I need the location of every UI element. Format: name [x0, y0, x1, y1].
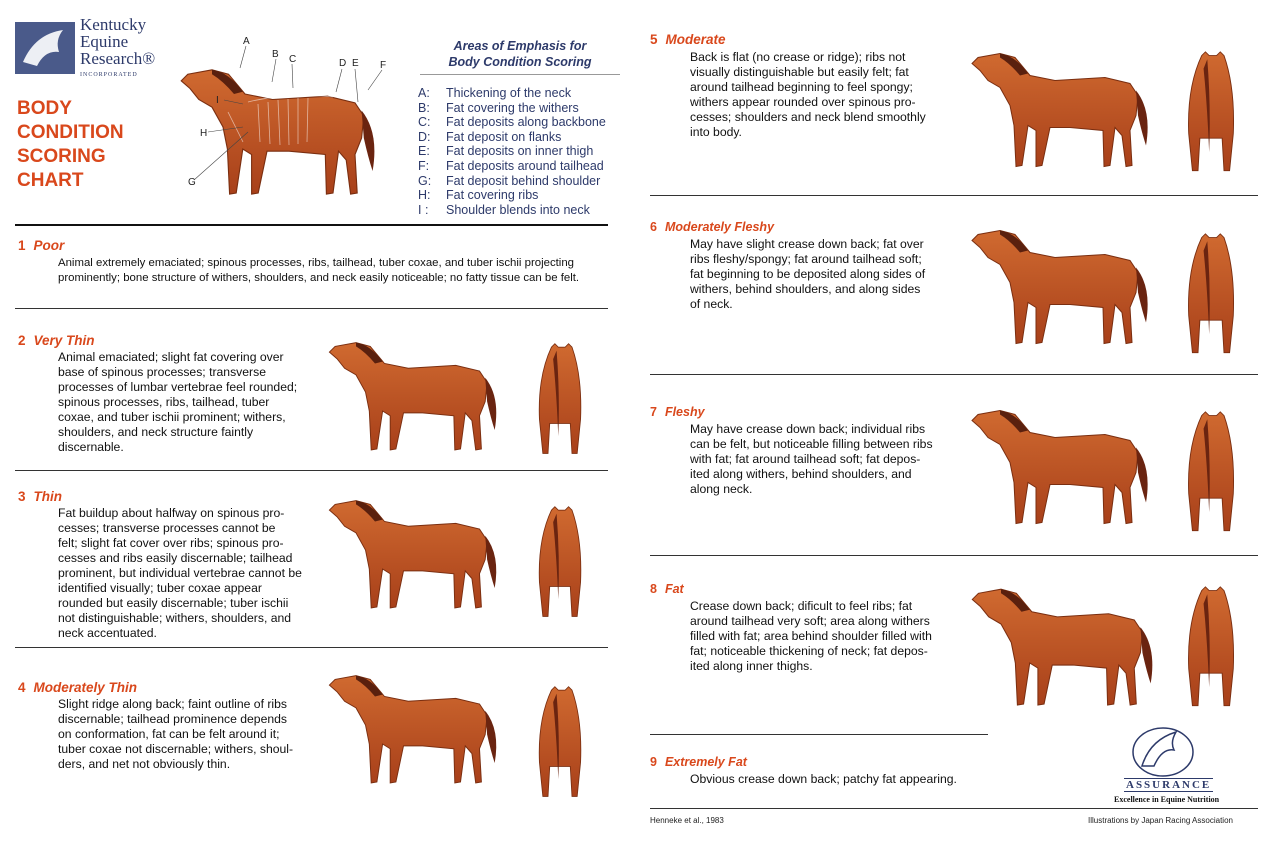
condition-number: 1 [18, 238, 26, 253]
horse-head-logo-icon [15, 22, 75, 74]
assurance-horse-logo-icon [1128, 722, 1198, 777]
section-divider [15, 224, 608, 226]
condition-2-description: Animal emaciated; slight fat covering over base of spinous processes; transverse processes of lumbar vertebrae feel rounded; spinous processes, ribs, tailhead, tuber coxae, and tuber ischii prominent; withers, shoulders, and neck structure faintly discernable. [58, 350, 298, 454]
condition-1-heading [18, 238, 64, 253]
condition-5-description: Back is flat (no crease or ridge); ribs not visually distinguishable but easily felt; fat around tailhead beginning to feel spongy; withers appear rounded over spinous pro- cesses; shoulders and neck blend smoothly into body. [690, 50, 926, 139]
area-item: F: Fat deposits around tailhead [418, 158, 604, 173]
logo-line1: Kentucky [80, 15, 147, 34]
horse-side-image [318, 322, 508, 462]
condition-name: Moderately Fleshy [664, 220, 775, 234]
condition-name: Very Thin [33, 333, 95, 348]
condition-number: 3 [18, 489, 26, 504]
section-divider [15, 308, 608, 309]
condition-6-heading [650, 220, 774, 234]
citation: Henneke et al., 1983 [650, 816, 724, 825]
horse-rear-image [530, 505, 590, 625]
condition-number: 4 [18, 680, 26, 695]
section-divider [15, 470, 608, 471]
area-item: I : Shoulder blends into neck [418, 202, 590, 217]
title-line4: CHART [17, 170, 84, 191]
horse-rear-image [1178, 585, 1244, 715]
section-divider [15, 647, 608, 648]
assurance-tagline: Excellence in Equine Nutrition [1114, 795, 1220, 804]
diagram-label-e: E [352, 58, 359, 69]
area-item: C: Fat deposits along backbone [418, 115, 606, 130]
area-item: E: Fat deposits on inner thigh [418, 144, 594, 159]
horse-side-image [960, 565, 1165, 720]
horse-rear-image [1180, 410, 1242, 540]
section-divider [650, 374, 1258, 375]
diagram-label-c: C [289, 54, 297, 65]
condition-4-description: Slight ridge along back; faint outline of ribs discernable; tailhead prominence depends on conformation, fat can be felt around it; tuber coxae not discernable; withers, shoul- ders, and net not obviously thin. [58, 697, 294, 771]
condition-1-description: Animal extremely emaciated; spinous processes, ribs, tailhead, tuber coxae, and tuber ischii projecting prominently; bone structure of withers, shoulders, and neck easily noticeable; no fatty tissue can be felt. [58, 257, 580, 284]
condition-3-description: Fat buildup about halfway on spinous pro- cesses; transverse processes cannot be felt; slight fat cover over ribs; spinous pro- cesses and ribs easily discernable; tailhead prominent, but individual vertebrae cannot be identified visually; tuber coxae appear rounded but easily discernable; tuber ischii not distinguishable; withers, shoulders, and neck accentuated. [58, 506, 302, 640]
area-item: H: Fat covering ribs [418, 188, 539, 203]
horse-side-image [960, 385, 1160, 540]
condition-name: Poor [33, 238, 65, 253]
condition-4-heading [18, 680, 137, 695]
condition-name: Fleshy [664, 405, 705, 419]
horse-rear-image [530, 685, 590, 805]
section-divider [650, 555, 1258, 556]
horse-rear-image [1180, 232, 1242, 362]
horse-side-image [318, 480, 508, 620]
area-item: G: Fat deposit behind shoulder [418, 173, 601, 188]
condition-number: 8 [650, 582, 657, 596]
diagram-label-g: G [188, 177, 196, 188]
condition-name: Extremely Fat [664, 755, 747, 769]
condition-7-heading [650, 405, 705, 419]
logo-mark [15, 22, 75, 74]
condition-number: 9 [650, 755, 657, 769]
condition-number: 5 [650, 32, 658, 47]
title-line2: CONDITION [17, 122, 124, 143]
title-line1: BODY [17, 98, 72, 119]
diagram-label-i: I [216, 95, 219, 106]
logo-line2: Equine [80, 32, 129, 51]
diagram-label-f: F [380, 60, 387, 71]
condition-6-description: May have slight crease down back; fat over ribs fleshy/spongy; fat around tailhead soft; fat beginning to be deposited along sides of withers, behind shoulders, and along sides of neck. [690, 237, 926, 311]
horse-side-image [960, 28, 1160, 183]
diagram-label-h: H [200, 128, 208, 139]
condition-name: Moderate [665, 32, 726, 47]
diagram-label-b: B [272, 49, 279, 60]
area-item: B: Fat covering the withers [418, 100, 579, 115]
logo-line4: INCORPORATED [80, 72, 138, 78]
condition-number: 7 [650, 405, 657, 419]
horse-rear-image [530, 342, 590, 462]
areas-title [420, 38, 620, 70]
condition-name: Moderately Thin [33, 680, 138, 695]
condition-5-heading [650, 32, 726, 47]
areas-title-line1: Areas of Emphasis for [453, 39, 587, 53]
section-divider [650, 734, 988, 735]
condition-3-heading [18, 489, 62, 504]
area-item: D: Fat deposit on flanks [418, 129, 562, 144]
page-title [17, 97, 124, 193]
areas-list [418, 86, 606, 217]
section-divider [650, 195, 1258, 196]
logo-line3: Research® [80, 49, 156, 68]
condition-2-heading [18, 333, 95, 348]
section-divider [650, 808, 1258, 809]
horse-side-image [318, 655, 508, 795]
condition-8-description: Crease down back; dificult to feel ribs; fat around tailhead very soft; area along withers filled with fat; area behind shoulder filled with fat; noticeable thickening of neck; fat depos- ited along inner thighs. [690, 599, 932, 673]
horse-side-image [960, 205, 1160, 360]
horse-rear-image [1180, 50, 1242, 180]
logo-text [80, 16, 155, 84]
condition-name: Fat [664, 582, 684, 596]
condition-number: 2 [18, 333, 26, 348]
anatomy-diagram [168, 32, 398, 217]
area-item: A: Thickening of the neck [418, 86, 572, 100]
title-line3: SCORING [17, 146, 106, 167]
condition-9-description: Obvious crease down back; patchy fat appearing. [690, 772, 957, 786]
condition-name: Thin [33, 489, 63, 504]
areas-title-line2: Body Condition Scoring [448, 55, 592, 69]
condition-8-heading [650, 582, 684, 596]
condition-9-heading [650, 755, 747, 769]
illustration-credit: Illustrations by Japan Racing Association [1088, 816, 1233, 825]
assurance-wordmark: ASSURANCE [1126, 779, 1212, 791]
diagram-label-d: D [339, 58, 347, 69]
condition-7-description: May have crease down back; individual ribs can be felt, but noticeable filling between ribs with fat; fat around tailhead soft; fat depos- ited along withers, behind shoulders, and along neck. [690, 422, 933, 496]
condition-number: 6 [650, 220, 657, 234]
diagram-label-a: A [243, 36, 250, 47]
divider [420, 74, 620, 75]
